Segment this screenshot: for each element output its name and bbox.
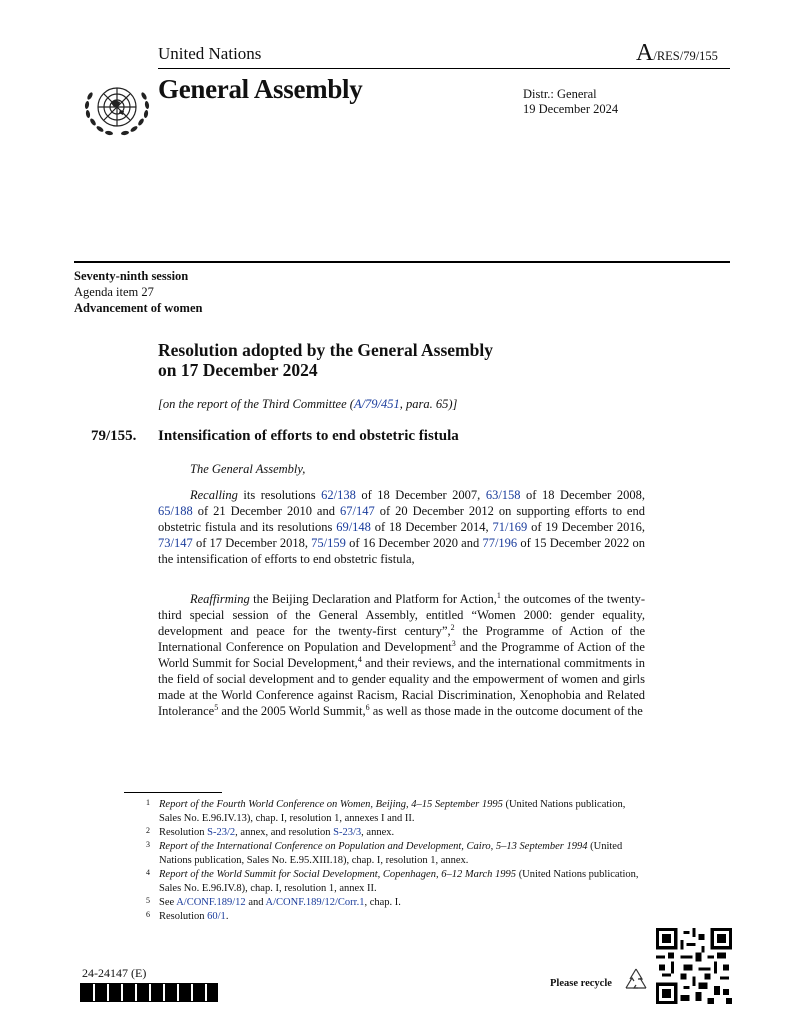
- link-a-conf-189-12-corr-1[interactable]: A/CONF.189/12/Corr.1: [265, 897, 365, 908]
- report-prefix: [on the report of the Third Committee (: [158, 397, 354, 411]
- footnote-5: [146, 896, 646, 910]
- resolution-title: Intensification of efforts to end obstetric fistula: [158, 428, 459, 444]
- report-reference: [158, 397, 457, 412]
- footnote-6: [146, 910, 646, 924]
- resolution-heading: [158, 340, 493, 380]
- footnote-number: 3: [146, 840, 150, 849]
- body-title: General Assembly: [158, 74, 363, 104]
- recycle-label: Please recycle: [550, 978, 612, 989]
- link-65-188[interactable]: 65/188: [158, 504, 193, 518]
- link-60-1[interactable]: 60/1: [207, 911, 226, 922]
- link-69-148[interactable]: 69/148: [336, 520, 371, 534]
- footnote-number: 6: [146, 910, 150, 919]
- footnote-text: , chap. I.: [364, 897, 401, 908]
- footnote-ref[interactable]: 4: [357, 654, 362, 664]
- footnote-title: Report of the International Conference on Population and Development, Cairo, 5–13 September 1994: [159, 841, 588, 852]
- footnote-1: [146, 798, 646, 826]
- footnote-text: (United Nations publication, Sales No. E.96.IV.8), chap. I, resolution 1, annex II.: [159, 869, 639, 894]
- footnote-number: 5: [146, 896, 150, 905]
- footnote-text: (United Nations publication, Sales No. E.96.IV.13), chap. I, resolution 1, annexes I and II.: [159, 799, 626, 824]
- document-symbol: [636, 40, 718, 67]
- footnote-number: 4: [146, 868, 150, 877]
- footnote-text: See: [159, 897, 177, 908]
- footnote-text: , annex, and resolution: [235, 827, 334, 838]
- link-67-147[interactable]: 67/147: [339, 504, 375, 518]
- distribution-block: [523, 87, 618, 117]
- session-rule: [74, 261, 730, 263]
- footnote-ref[interactable]: 6: [365, 702, 370, 712]
- link-63-158[interactable]: 63/158: [485, 488, 521, 502]
- opening-phrase: The General Assembly,: [190, 462, 306, 476]
- link-s-23-2[interactable]: S-23/2: [207, 827, 236, 838]
- footnote-text: , annex.: [361, 827, 395, 838]
- link-75-159[interactable]: 75/159: [311, 536, 346, 550]
- p2-text: and the 2005 World Summit,: [218, 704, 366, 718]
- report-suffix: , para. 65)]: [399, 397, 458, 411]
- footnote-ref[interactable]: 3: [451, 638, 456, 648]
- agenda-item: Agenda item 27: [74, 285, 154, 299]
- p2-text: and the Programme of Action of the World Summit for Social Development,: [158, 640, 645, 670]
- footnote-title: Report of the Fourth World Conference on Women, Beijing, 4–15 September 1995: [159, 799, 503, 810]
- p1-text: of 17 December 2018,: [192, 536, 312, 550]
- barcode-icon: [80, 983, 218, 1002]
- symbol-initial: A: [636, 40, 654, 66]
- session-block: [74, 268, 202, 316]
- link-a-conf-189-12[interactable]: A/CONF.189/12: [176, 897, 246, 908]
- footnote-text: .: [225, 911, 229, 922]
- header-rule: [158, 68, 730, 69]
- footnote-text: Resolution: [159, 911, 208, 922]
- distribution-date: 19 December 2024: [523, 102, 619, 116]
- p2-text: the Beijing Declaration and Platform for Action,: [249, 592, 497, 606]
- session-label: Seventy-ninth session: [74, 269, 189, 283]
- footnote-ref[interactable]: 1: [496, 590, 501, 600]
- organization-name: United Nations: [158, 44, 262, 63]
- p1-text: of 16 December 2020 and: [345, 536, 483, 550]
- distribution-label: Distr.: General: [523, 87, 597, 101]
- p2-text: as well as those made in the outcome document of the: [369, 704, 643, 718]
- job-number: 24-24147 (E): [82, 966, 147, 980]
- paragraph-reaffirming: [158, 591, 645, 719]
- footnote-3: [146, 840, 646, 868]
- footnote-number: 2: [146, 826, 150, 835]
- p2-text: the outcomes of the twenty-third special session of the General Assembly, entitled “Women 2000: gender equality, development and peace for the twenty-first century”,: [158, 592, 646, 638]
- recycle-icon: [622, 966, 650, 994]
- un-emblem-icon: [78, 76, 156, 142]
- resolution-heading-line1: Resolution adopted by the General Assembly: [158, 340, 493, 360]
- link-71-169[interactable]: 71/169: [492, 520, 528, 534]
- agenda-topic: Advancement of women: [74, 301, 203, 315]
- p1-text: of 18 December 2014,: [370, 520, 493, 534]
- footnote-text: (United Nations publication, Sales No. E.95.XIII.18), chap. I, resolution 1, annex.: [159, 841, 623, 866]
- footnote-text: Resolution: [159, 827, 208, 838]
- p1-text: of 18 December 2007,: [355, 488, 486, 502]
- symbol-rest: /RES/79/155: [653, 49, 718, 63]
- link-62-138[interactable]: 62/138: [321, 488, 356, 502]
- footnote-2: [146, 826, 646, 840]
- p1-text: of 20 December 2012 on supporting efforts to end obstetric fistula and its resolutions: [158, 504, 645, 534]
- p2-text: the Programme of Action of the International Conference on Population and Development: [158, 624, 645, 654]
- link-77-196[interactable]: 77/196: [482, 536, 518, 550]
- footnote-ref[interactable]: 5: [214, 702, 219, 712]
- footnote-title: Report of the World Summit for Social Development, Copenhagen, 6–12 March 1995: [159, 869, 517, 880]
- p1-text: of 21 December 2010 and: [192, 504, 340, 518]
- footnote-4: [146, 868, 646, 896]
- p2-verb: Reaffirming: [190, 592, 250, 606]
- p1-verb: Recalling: [190, 488, 238, 502]
- resolution-number: 79/155.: [91, 428, 137, 444]
- report-link[interactable]: A/79/451: [353, 397, 400, 411]
- resolution-heading-line2: on 17 December 2024: [158, 360, 318, 380]
- footnote-ref[interactable]: 2: [450, 622, 455, 632]
- paragraph-recalling: [158, 487, 645, 567]
- link-s-23-3[interactable]: S-23/3: [333, 827, 362, 838]
- link-73-147[interactable]: 73/147: [158, 536, 193, 550]
- p1-text: its resolutions: [237, 488, 322, 502]
- p2-text: and their reviews, and the international commitments in the field of social development and to gender equality and the empowerment of women and girls made at the World Conference against Racism, Racial Discrimination, Xenophobia and Related Intolerance: [158, 656, 646, 718]
- footnote-rule: [124, 792, 222, 793]
- qr-code-icon: [656, 928, 732, 1004]
- footnote-number: 1: [146, 798, 150, 807]
- p1-text: of 19 December 2016,: [527, 520, 645, 534]
- footnote-text: and: [245, 897, 266, 908]
- p1-text: of 15 December 2022 on the intensification of efforts to end obstetric fistula,: [158, 536, 645, 566]
- p1-text: of 18 December 2008,: [520, 488, 645, 502]
